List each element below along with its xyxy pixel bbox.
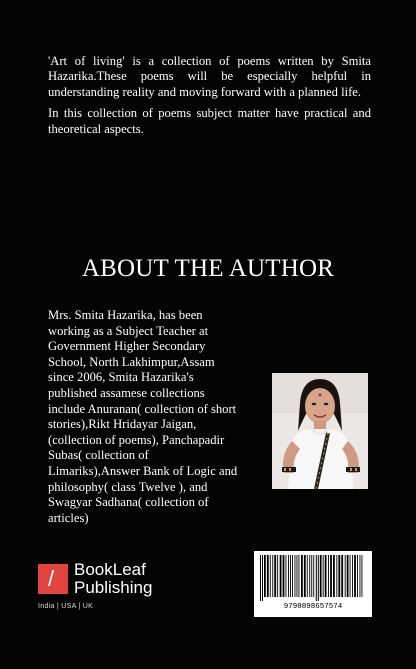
barcode-bar xyxy=(283,555,285,597)
barcode-bar xyxy=(357,555,358,597)
barcode-bar xyxy=(297,555,298,597)
about-author-heading: ABOUT THE AUTHOR xyxy=(81,255,335,282)
barcode-bar xyxy=(304,555,306,597)
barcode-bar xyxy=(345,555,346,597)
blurb-paragraph-2: In this collection of poems subject matter have practical and theoretical aspects. xyxy=(48,106,371,136)
logo-slash: / xyxy=(48,566,55,591)
barcode-bar xyxy=(290,555,291,597)
barcode-bar xyxy=(323,555,324,597)
barcode-bar xyxy=(295,555,296,597)
barcode-bar xyxy=(260,555,261,601)
publisher-name-line-2: Publishing xyxy=(74,578,153,597)
barcode-bar xyxy=(311,555,312,597)
barcode-bar xyxy=(328,555,329,597)
isbn-barcode xyxy=(254,551,372,617)
bookleaf-logo-icon xyxy=(38,564,68,594)
barcode-bar xyxy=(264,555,266,597)
barcode-bar xyxy=(267,555,269,597)
barcode-bar xyxy=(280,555,282,597)
barcode-bar xyxy=(338,555,340,597)
barcode-bar xyxy=(288,555,289,597)
barcode-bar xyxy=(316,555,317,601)
book-blurb xyxy=(48,54,371,143)
barcode-bar xyxy=(341,555,343,597)
barcode-bar xyxy=(313,555,314,597)
barcode-bar xyxy=(318,555,319,601)
barcode-bar xyxy=(299,555,300,597)
barcode-bar xyxy=(350,555,351,597)
barcode-bar xyxy=(307,555,308,597)
isbn-number: 9798898657574 xyxy=(283,603,343,611)
barcode-bar xyxy=(286,555,287,597)
publisher-name-line-1: BookLeaf xyxy=(74,560,146,579)
publisher-regions: India | USA | UK xyxy=(38,603,94,610)
barcode-bar xyxy=(325,555,327,597)
barcode-bar xyxy=(333,555,335,597)
barcode-bar xyxy=(347,555,349,597)
blurb-paragraph-1: 'Art of living' is a collection of poems written by Smita Hazarika.These poems will be especially helpful in understanding reality and moving forward with a planned life. xyxy=(48,54,371,99)
publisher-logo xyxy=(38,560,178,619)
barcode-bar xyxy=(262,555,263,601)
barcode-bar xyxy=(301,555,303,597)
author-photo xyxy=(272,373,368,489)
barcode-bar xyxy=(274,555,276,597)
barcode-bar xyxy=(309,555,310,597)
barcode-bar xyxy=(270,555,271,597)
barcode-bar xyxy=(352,555,353,597)
barcode-bar xyxy=(362,555,363,597)
barcode-bar xyxy=(330,555,332,597)
barcode-bar xyxy=(292,555,293,597)
barcode-bar xyxy=(354,555,356,597)
barcode-bar xyxy=(272,555,273,597)
barcode-bar xyxy=(336,555,337,597)
publisher-name xyxy=(74,561,152,597)
author-bio: Mrs. Smita Hazarika, has been working as a Subject Teacher at Government Higher Secondary School, North Lakhimpur,Assam since 2006, Smita Hazarika's published assamese collections include Anuranan( collection of short stories),Rikt Hridayar Jaigan,(collection of poems), Panchapadir Subas( collection of Limariks),Answer Bank of Logic and philosophy( class Twelve ), and Swagyar Sadhana( collection of articles) xyxy=(48,308,238,525)
barcode-bar xyxy=(360,555,361,597)
barcode-bar xyxy=(320,555,322,597)
barcode-bars-icon xyxy=(259,555,367,601)
barcode-bar xyxy=(277,555,278,597)
